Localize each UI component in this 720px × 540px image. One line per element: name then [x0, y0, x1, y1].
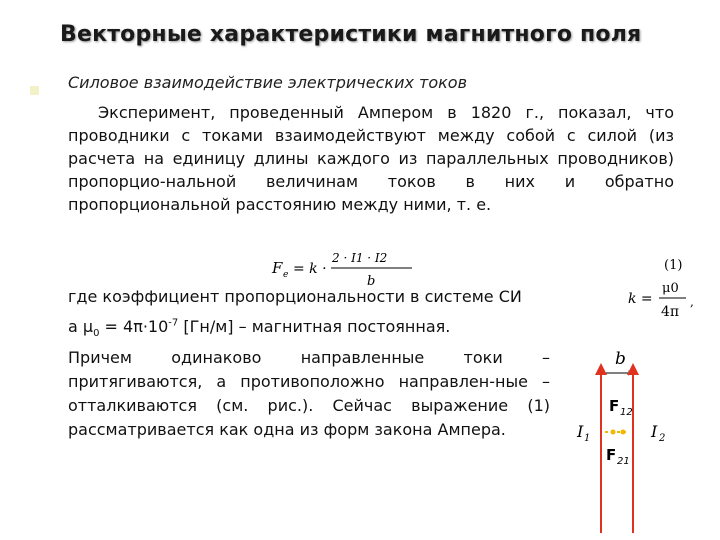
- current-i2-label: I: [651, 422, 658, 441]
- coef-tail: ,: [690, 295, 694, 309]
- force-f21-sub: 21: [617, 456, 630, 467]
- ampere-formula: [268, 242, 418, 292]
- coefficient-text: где коэффициент пропорциональности в системе СИ: [68, 287, 522, 306]
- mu-superscript: -7: [168, 317, 179, 329]
- force-f12-label: F: [609, 397, 620, 415]
- current-i1-sub: 1: [584, 433, 591, 444]
- coef-k: k =: [628, 291, 653, 307]
- coef-numerator: μ0: [662, 281, 679, 296]
- force-f21-label: F: [606, 446, 617, 464]
- formula-lhs-sub: e: [283, 270, 289, 280]
- magnetic-constant-text: [68, 317, 450, 339]
- formula-numerator: 2 · I1 · I2: [332, 251, 388, 265]
- formula-denominator: b: [367, 274, 376, 289]
- current-i1-label: I: [577, 422, 584, 441]
- mu-prefix: а μ: [68, 317, 94, 336]
- force-f12-sub: 12: [620, 407, 633, 418]
- formula-equals-k: = k ·: [293, 261, 327, 277]
- formula-lhs: F: [272, 259, 283, 277]
- distance-label: b: [615, 349, 626, 369]
- mu-subscript: 0: [93, 328, 100, 340]
- paragraph-ampere-experiment: [68, 101, 674, 216]
- paragraph-text: Эксперимент, проведенный Ампером в 1820 г., показал, что проводники с токами взаимодействуют между собой с силой (из расчета на единицу длины каждого из параллельных проводников) пропорцио-нальной величинам токов в них и обратно пропорциональной расстоянию между ними, т. е.: [68, 103, 674, 214]
- paragraph-attraction: [68, 346, 550, 442]
- force-point-right: [621, 430, 626, 435]
- mu-suffix: [Гн/м] – магнитная постоянная.: [178, 317, 451, 336]
- coef-denominator: 4π: [661, 304, 680, 320]
- slide-title: Векторные характеристики магнитного поля: [60, 22, 642, 47]
- coefficient-formula: [626, 276, 696, 322]
- bullet-marker: [30, 86, 39, 95]
- parallel-wires-figure: [565, 345, 690, 535]
- paragraph-attraction-text: Причем одинаково направленные токи – притягиваются, а противоположно направлен-ные – отталкиваются (см. рис.). Сейчас выражение (1) рассматривается как одна из форм закона Ампера.: [68, 348, 550, 439]
- mu-mid: = 4π·10: [99, 317, 169, 336]
- equation-number: (1): [664, 258, 683, 273]
- current-i2-sub: 2: [659, 433, 666, 444]
- force-point-left: [611, 430, 616, 435]
- section-subtitle: Силовое взаимодействие электрических токов: [68, 73, 468, 92]
